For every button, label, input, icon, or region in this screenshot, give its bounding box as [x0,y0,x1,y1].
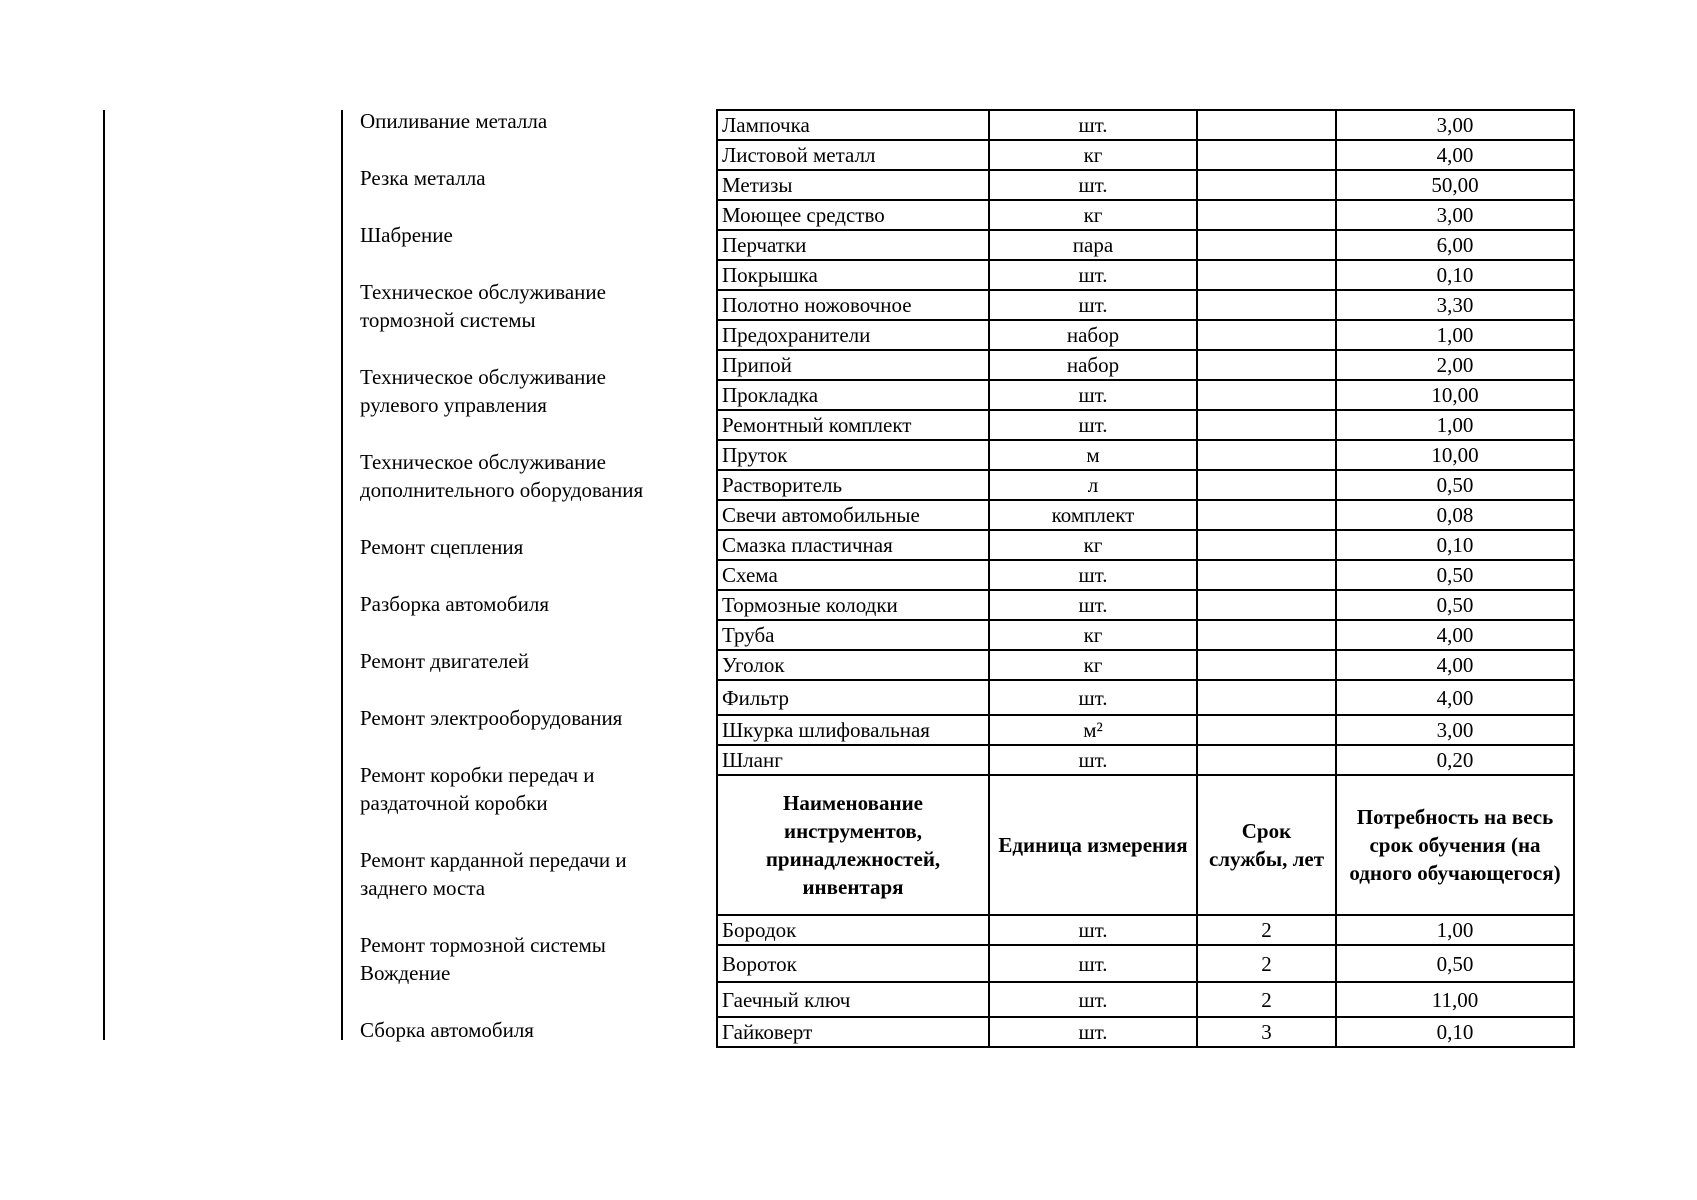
item-name: Гаечный ключ [717,982,989,1017]
item-life [1197,680,1336,715]
table-row [717,260,1574,290]
item-unit: м² [989,715,1197,745]
item-qty: 0,50 [1336,560,1574,590]
item-life [1197,500,1336,530]
table-row [717,200,1574,230]
item-unit: л [989,470,1197,500]
table-row [717,590,1574,620]
item-life: 3 [1197,1017,1336,1047]
item-life [1197,290,1336,320]
item-life [1197,230,1336,260]
item-unit: шт. [989,745,1197,775]
table-row [717,500,1574,530]
item-qty: 0,50 [1336,470,1574,500]
topic-item: Ремонт электрооборудования [360,706,623,730]
item-life [1197,200,1336,230]
topic-item: Техническое обслуживание дополнительного оборудования [360,450,644,502]
table-row [717,530,1574,560]
table-row [717,680,1574,715]
item-qty: 10,00 [1336,380,1574,410]
item-qty: 3,30 [1336,290,1574,320]
table-row [717,982,1574,1017]
item-unit: шт. [989,590,1197,620]
item-name: Уголок [717,650,989,680]
item-name: Шкурка шлифовальная [717,715,989,745]
item-name: Ремонтный комплект [717,410,989,440]
item-unit: шт. [989,290,1197,320]
item-qty: 4,00 [1336,680,1574,715]
item-qty: 4,00 [1336,140,1574,170]
item-life [1197,170,1336,200]
item-name: Схема [717,560,989,590]
item-qty: 0,10 [1336,1017,1574,1047]
item-unit: кг [989,530,1197,560]
item-name: Тормозные колодки [717,590,989,620]
table-row [717,745,1574,775]
item-life [1197,320,1336,350]
item-name: Моющее средство [717,200,989,230]
item-name: Припой [717,350,989,380]
item-life [1197,715,1336,745]
item-name: Перчатки [717,230,989,260]
item-unit: шт. [989,410,1197,440]
table-row [717,140,1574,170]
item-life [1197,745,1336,775]
item-life: 2 [1197,915,1336,945]
topic-item: Ремонт коробки передач и раздаточной коробки [360,763,595,815]
item-qty: 0,10 [1336,260,1574,290]
item-unit: кг [989,200,1197,230]
table-row [717,470,1574,500]
item-unit: кг [989,620,1197,650]
item-name: Труба [717,620,989,650]
table-row [717,915,1574,945]
table-row [717,715,1574,745]
item-unit: шт. [989,170,1197,200]
item-life [1197,110,1336,140]
topic-item: Техническое обслуживание тормозной системы [360,280,606,332]
table-row [717,350,1574,380]
item-life [1197,590,1336,620]
item-life [1197,470,1336,500]
item-name: Пруток [717,440,989,470]
item-name: Шланг [717,745,989,775]
topic-item: Техническое обслуживание рулевого управления [360,365,606,417]
item-name: Вороток [717,945,989,982]
item-name: Фильтр [717,680,989,715]
item-unit: шт. [989,1017,1197,1047]
header-unit: Единица измерения [989,775,1197,915]
table-row [717,380,1574,410]
item-name: Прокладка [717,380,989,410]
item-life [1197,140,1336,170]
item-life [1197,260,1336,290]
item-qty: 3,00 [1336,110,1574,140]
item-life [1197,620,1336,650]
item-name: Бородок [717,915,989,945]
item-qty: 2,00 [1336,350,1574,380]
item-unit: набор [989,320,1197,350]
item-unit: кг [989,140,1197,170]
table-row [717,945,1574,982]
item-name: Покрышка [717,260,989,290]
item-qty: 0,50 [1336,590,1574,620]
item-life [1197,380,1336,410]
header-name: Наименование инструментов, принадлежностей, инвентаря [717,775,989,915]
item-life [1197,650,1336,680]
item-name: Листовой металл [717,140,989,170]
item-qty: 50,00 [1336,170,1574,200]
item-life: 2 [1197,945,1336,982]
item-unit: шт. [989,260,1197,290]
tools-header-row [717,775,1574,915]
item-unit: шт. [989,560,1197,590]
item-unit: набор [989,350,1197,380]
topic-item: Резка металла [360,166,486,190]
item-unit: комплект [989,500,1197,530]
table-row [717,110,1574,140]
item-unit: шт. [989,680,1197,715]
topic-item: Ремонт карданной передачи и заднего моста [360,848,627,900]
topic-item: Шабрение [360,223,453,247]
item-life [1197,410,1336,440]
item-qty: 1,00 [1336,915,1574,945]
item-unit: шт. [989,915,1197,945]
item-qty: 0,10 [1336,530,1574,560]
topic-item: Ремонт двигателей [360,649,529,673]
column-divider-line [341,110,343,1040]
topic-item: Сборка автомобиля [360,1018,534,1042]
table-row [717,440,1574,470]
page-border-line [103,110,105,1040]
item-qty: 3,00 [1336,715,1574,745]
item-name: Предохранители [717,320,989,350]
table-row [717,650,1574,680]
item-qty: 0,50 [1336,945,1574,982]
item-name: Смазка пластичная [717,530,989,560]
table-row [717,620,1574,650]
item-unit: м [989,440,1197,470]
table-row [717,560,1574,590]
item-qty: 11,00 [1336,982,1574,1017]
item-life: 2 [1197,982,1336,1017]
item-unit: шт. [989,982,1197,1017]
item-qty: 0,20 [1336,745,1574,775]
item-qty: 1,00 [1336,320,1574,350]
item-qty: 3,00 [1336,200,1574,230]
item-qty: 0,08 [1336,500,1574,530]
item-life [1197,350,1336,380]
topic-item: Ремонт тормозной системы Вождение [360,933,606,985]
header-qty: Потребность на весь срок обучения (на одного обучающегося) [1336,775,1574,915]
item-life [1197,440,1336,470]
table-row [717,290,1574,320]
item-qty: 4,00 [1336,620,1574,650]
item-name: Лампочка [717,110,989,140]
item-unit: шт. [989,380,1197,410]
item-name: Свечи автомобильные [717,500,989,530]
table-row [717,170,1574,200]
item-name: Метизы [717,170,989,200]
item-qty: 6,00 [1336,230,1574,260]
table-row [717,410,1574,440]
item-unit: шт. [989,945,1197,982]
item-qty: 10,00 [1336,440,1574,470]
topic-item: Опиливание металла [360,109,548,133]
item-name: Полотно ножовочное [717,290,989,320]
item-name: Гайковерт [717,1017,989,1047]
table-row [717,320,1574,350]
header-life: Срок службы, лет [1197,775,1336,915]
topic-item: Ремонт сцепления [360,535,524,559]
item-life [1197,560,1336,590]
item-qty: 1,00 [1336,410,1574,440]
table-row [717,230,1574,260]
item-unit: шт. [989,110,1197,140]
topic-item: Разборка автомобиля [360,592,549,616]
item-name: Растворитель [717,470,989,500]
item-life [1197,530,1336,560]
materials-tools-table [716,109,1575,1048]
item-unit: пара [989,230,1197,260]
item-unit: кг [989,650,1197,680]
table-row [717,1017,1574,1047]
item-qty: 4,00 [1336,650,1574,680]
